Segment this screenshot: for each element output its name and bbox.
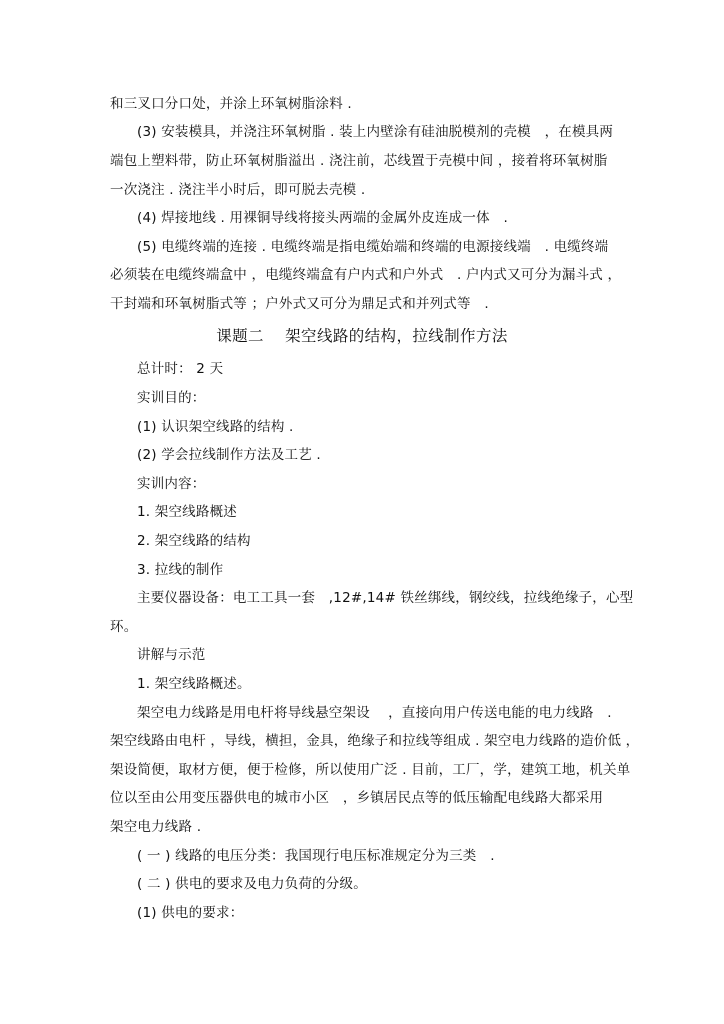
lesson-title: 课题二 架空线路的结构，拉线制作方法	[216, 327, 508, 345]
paragraph-line: 实训内容：	[137, 476, 206, 492]
paragraph-line: 1. 架空线路概述。	[137, 676, 251, 692]
paragraph-line: (2) 学会拉线制作方法及工艺 .	[137, 447, 321, 463]
paragraph-line: 讲解与示范	[137, 647, 206, 663]
paragraph-line: 1. 架空线路概述	[137, 504, 237, 520]
paragraph-line: 架空线路由电杆 ，导线，横担，金具，绝缘子和拉线等组成 . 架空电力线路的造价低 ，	[110, 733, 640, 749]
paragraph-line: 主要仪器设备：电工工具一套 ,12#,14# 铁丝绑线，钢绞线，拉线绝缘子，心型	[137, 590, 634, 606]
paragraph-line: 环。	[110, 619, 138, 635]
paragraph-line: 架空电力线路是用电杆将导线悬空架设 ，直接向用户传送电能的电力线路 .	[137, 705, 612, 721]
paragraph-line: 架设简便，取材方便，便于检修，所以使用广泛 . 目前，工厂，学，建筑工地，机关单	[110, 762, 631, 778]
paragraph-line: 干封端和环氧树脂式等 ；户外式又可分为鼎足式和并列式等 .	[110, 296, 489, 312]
paragraph-line: 必须装在电缆终端盒中 ，电缆终端盒有户内式和户外式 . 户内式又可分为漏斗式 ，	[110, 267, 622, 283]
paragraph-line: 3. 拉线的制作	[137, 562, 224, 578]
paragraph-line: ( 一 ) 线路的电压分类：我国现行电压标准规定分为三类 .	[137, 848, 495, 864]
paragraph-line: 位以至由公用变压器供电的城市小区 ，乡镇居民点等的低压输配电线路大都采用	[110, 790, 604, 806]
paragraph-line: (3) 安装模具，并浇注环氧树脂 . 装上内壁涂有硅油脱模剂的壳模 ，在模具两	[137, 124, 614, 140]
paragraph-line: 实训目的：	[137, 390, 206, 406]
paragraph-line: 总计时： 2 天	[137, 361, 224, 377]
paragraph-line: (5) 电缆终端的连接 . 电缆终端是指电缆始端和终端的电源接线端 . 电缆终端	[137, 239, 609, 255]
paragraph-line: 架空电力线路 .	[110, 819, 202, 835]
paragraph-line: 2. 架空线路的结构	[137, 533, 251, 549]
paragraph-line: (4) 焊接地线 . 用裸铜导线将接头两端的金属外皮连成一体 .	[137, 210, 508, 226]
paragraph-line: 和三叉口分口处，并涂上环氧树脂涂料 .	[110, 96, 352, 112]
paragraph-line: (1) 认识架空线路的结构 .	[137, 419, 294, 435]
paragraph-line: 端包上塑料带，防止环氧树脂溢出 . 浇注前，芯线置于壳模中间 ，接着将环氧树脂	[110, 153, 608, 169]
paragraph-line: ( 二 ) 供电的要求及电力负荷的分级。	[137, 876, 367, 892]
paragraph-line: 一次浇注 . 浇注半小时后，即可脱去壳模 .	[110, 182, 366, 198]
paragraph-line: (1) 供电的要求：	[137, 905, 244, 921]
